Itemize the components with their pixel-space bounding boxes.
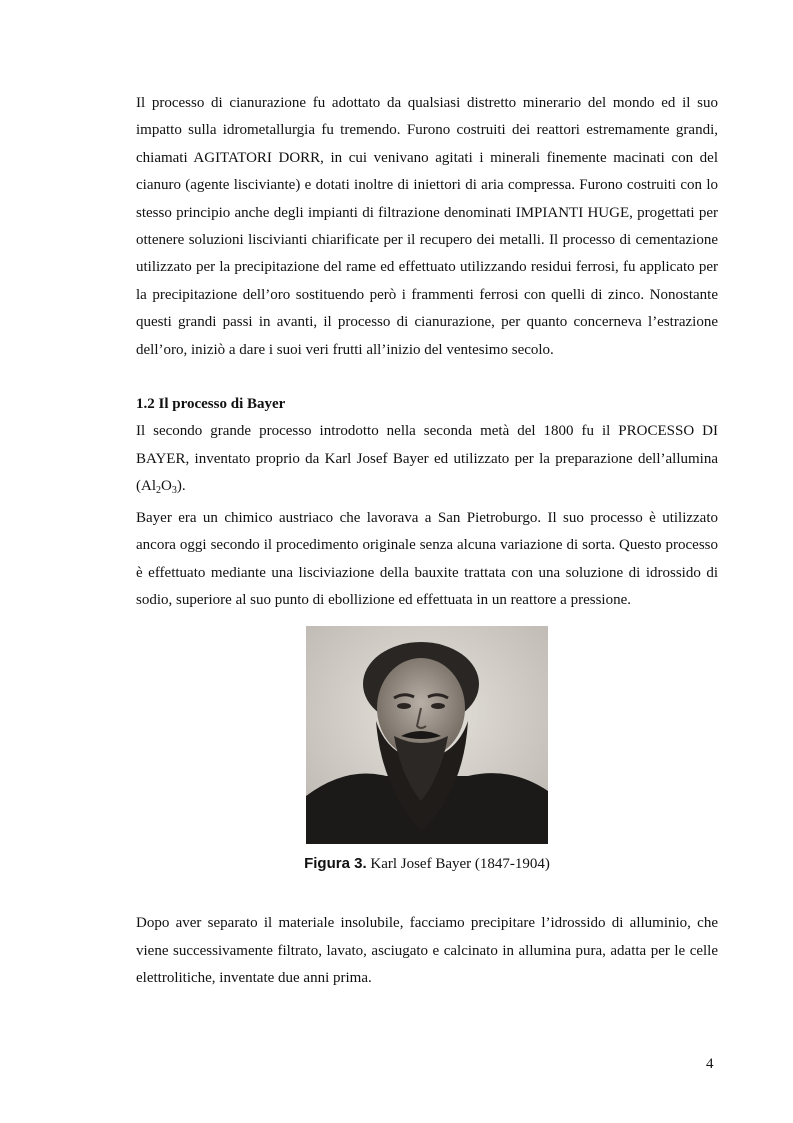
section-heading: 1.2 Il processo di Bayer [136,396,286,413]
paragraph-bayer-process: Bayer era un chimico austriaco che lavorava a San Pietroburgo. Il suo processo è utilizzato ancora oggi secondo il procedimento originale senza alcuna variazione di sorta. Questo processo è effettuato mediante una lisciviazione della bauxite trattata con una soluzione di idrossido di sodio, superiore al suo punto di ebollizione ed effettuata in un reattore a pressione. [136,509,718,608]
portrait-image [306,626,548,844]
figure-caption-label: Figura 3. [304,855,367,873]
figure-caption [136,854,718,874]
paragraph-cyanidation: Il processo di cianurazione fu adottato da qualsiasi distretto minerario del mondo ed il suo impatto sulla idrometallurgia fu tremendo. Furono costruiti dei reattori estremamente grandi, chiamati AGITATORI DORR, in cui venivano agitati i minerali finemente macinati con del cianuro (agente lisciviante) e dotati inoltre di iniettori di aria compressa. Furono costruiti con lo stesso principio anche degli impianti di filtrazione denominati IMPIANTI HUGE, progettati per ottenere soluzioni liscivianti chiarificate per il recupero dei metalli. Il processo di cementazione utilizzato per la precipitazione del rame ed effettuato utilizzando residui ferrosi, fu applicato per la precipitazione dell’oro sostituendo però i frammenti ferrosi con quelli di zinco. Nonostante questi grandi passi in avanti, il processo di cianurazione, per quanto concerneva l’estrazione dell’oro, iniziò a dare i suoi veri frutti all’inizio del ventesimo secolo. [136,95,718,358]
spacer [136,364,718,391]
paragraph-bayer-intro-text: Il secondo grande processo introdotto nella seconda metà del 1800 fu il PROCESSO DI BAYER, inventato proprio da Karl Josef Bayer ed utilizzato per la preparazione dell’allumina (Al [136,423,718,495]
subscript-2: 2 [156,485,161,497]
paragraph-precipitation: Dopo aver separato il materiale insolubile, facciamo precipitare l’idrossido di alluminio, che viene successivamente filtrato, lavato, asciugato e calcinato in allumina pura, adatta per le celle elettrolitiche, inventate due anni prima. [136,915,718,987]
portrait-photo-icon [306,626,548,844]
page-number: 4 [706,1056,714,1072]
oxygen-symbol: O [161,478,172,495]
paragraph-bayer-intro [136,418,718,504]
spacer [136,874,718,910]
paragraph-bayer-intro-end: ). [176,478,186,495]
page-content [136,90,718,993]
figure-caption-text: Karl Josef Bayer (1847-1904) [366,856,550,873]
subscript-3: 3 [171,485,177,497]
